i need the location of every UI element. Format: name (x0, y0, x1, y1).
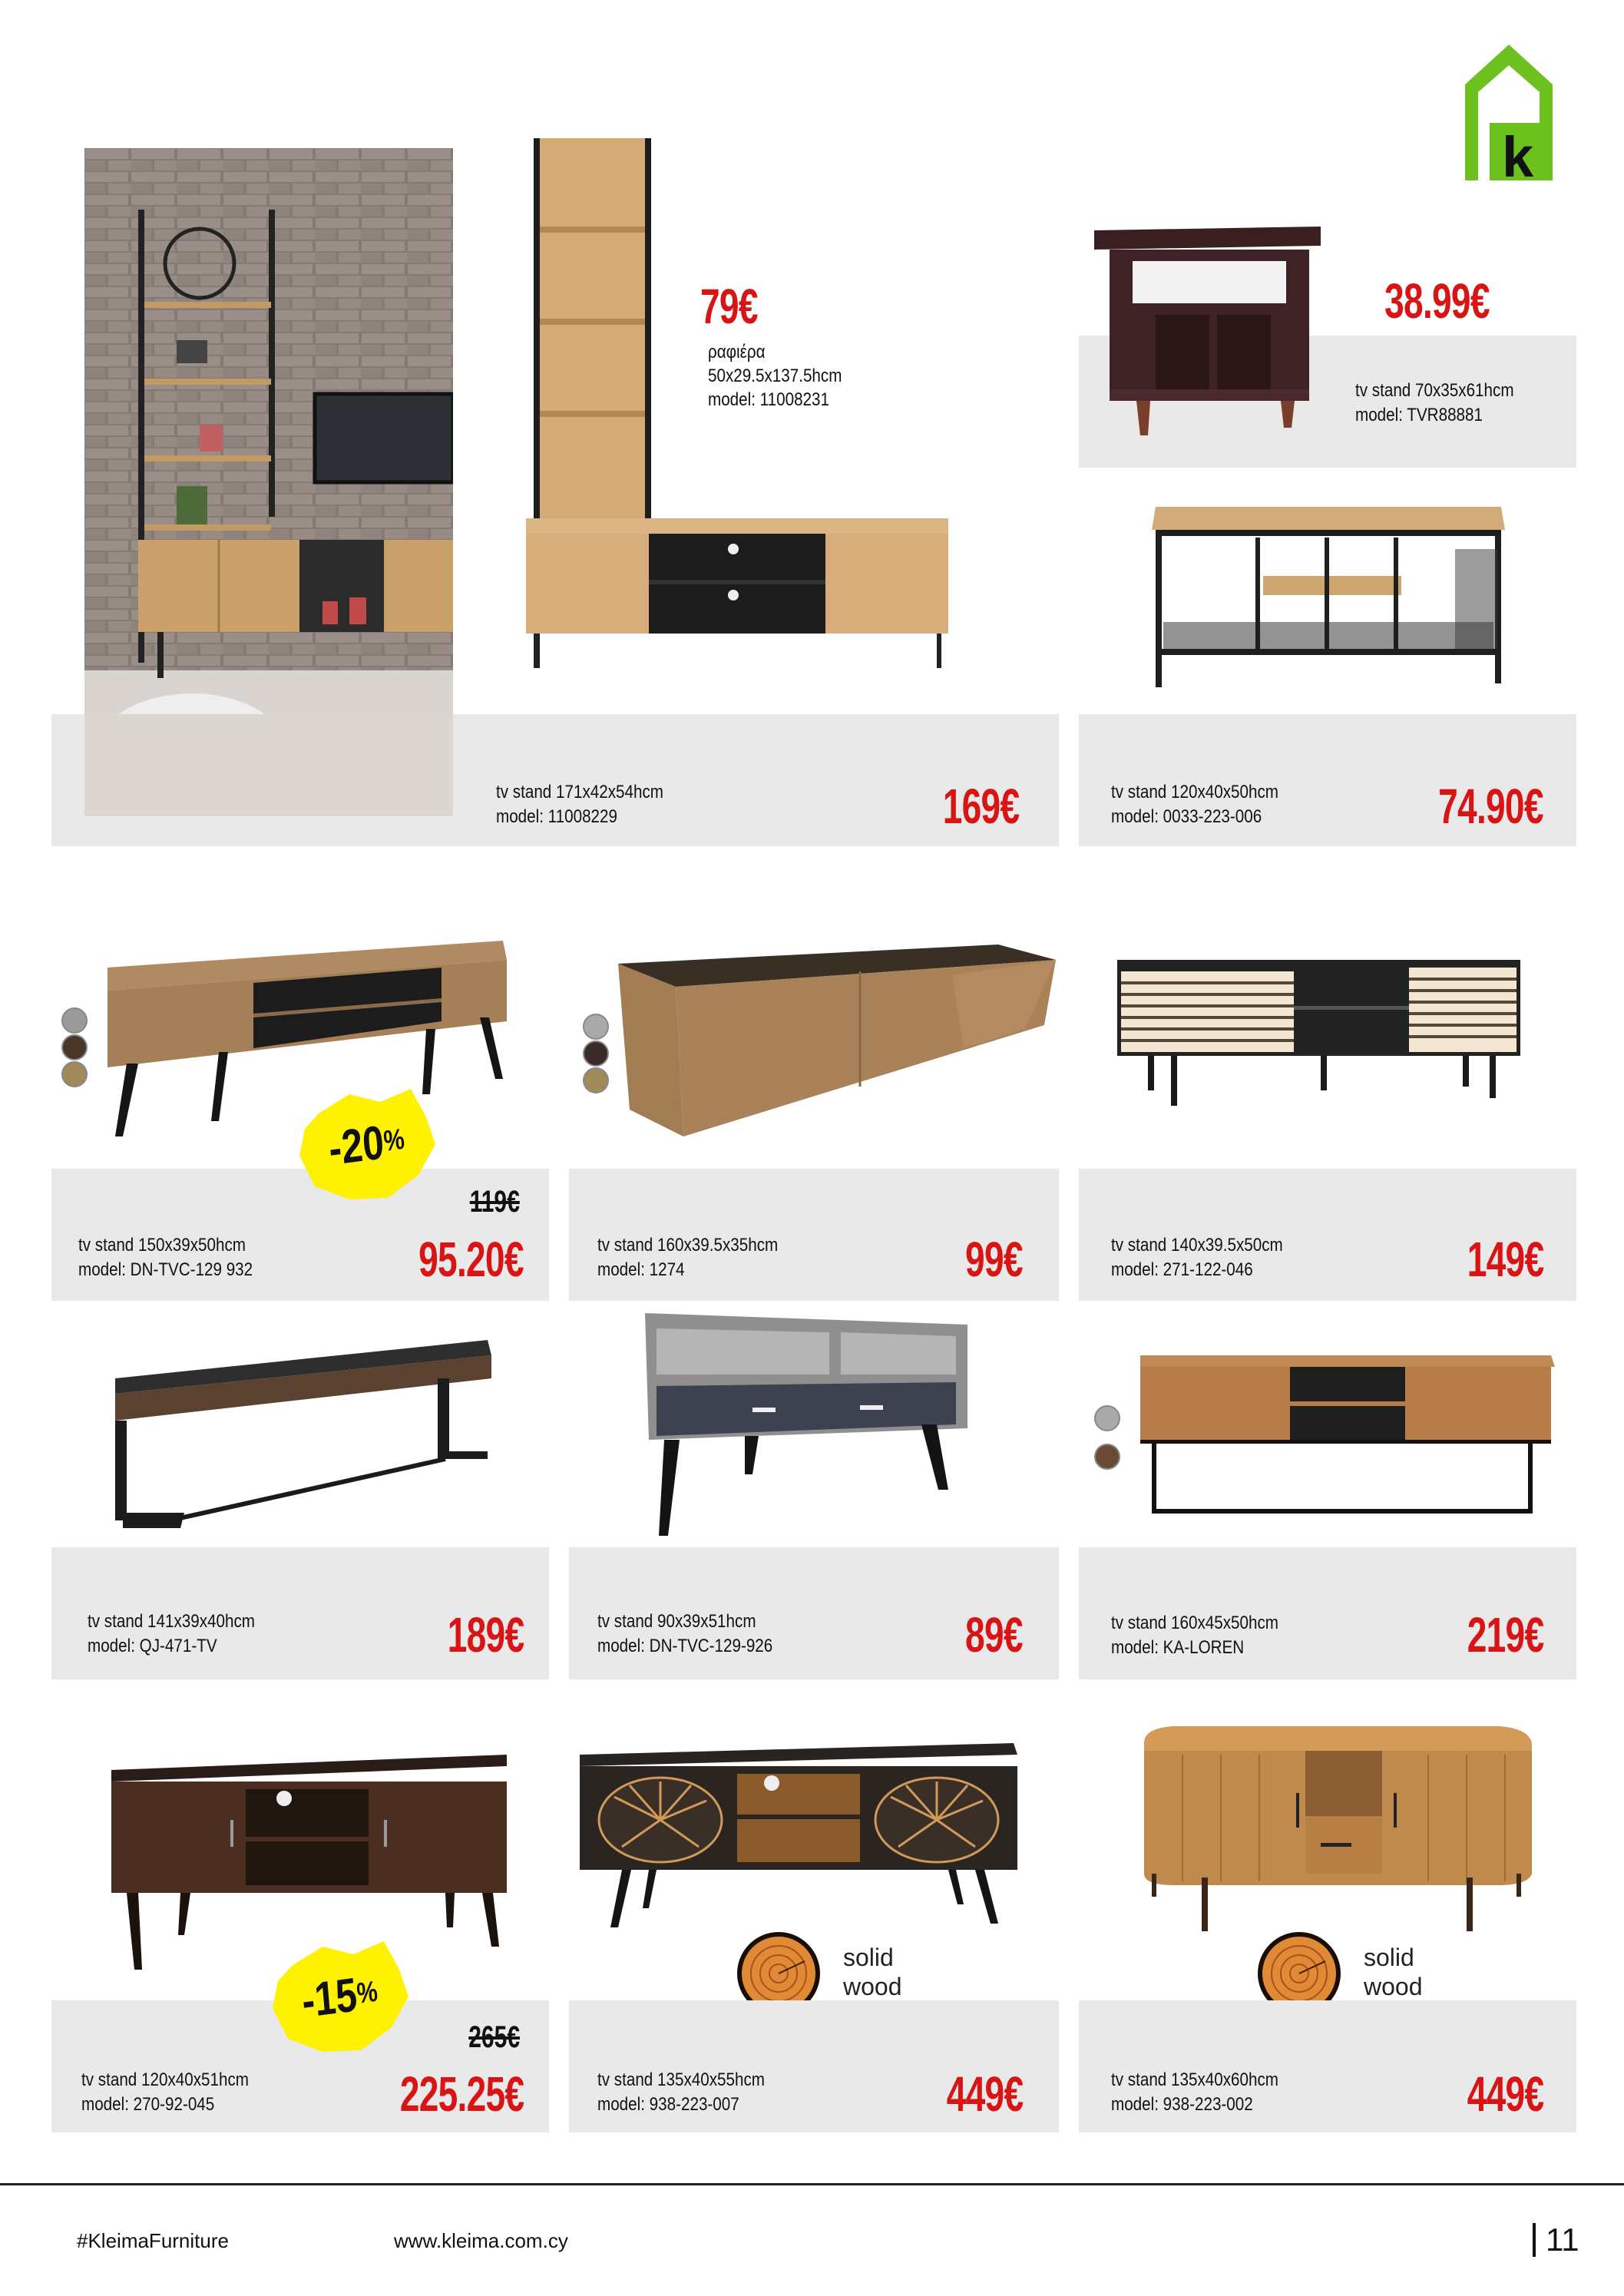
color-swatch-dark-brown[interactable] (583, 1040, 609, 1067)
product-model-qj-471-tv: model: QJ-471-TV (88, 1636, 217, 1656)
product-dimensions-271-122-046: tv stand 140x39.5x50cm (1111, 1235, 1283, 1256)
solid-wood-label (1364, 1943, 1423, 2001)
product-description-271-122-046 (1111, 1233, 1283, 1282)
color-swatch-grey[interactable] (583, 1014, 609, 1040)
product-description-0033-223-006 (1111, 780, 1278, 829)
product-dimensions-dn-tvc-129-932: tv stand 150x39x50hcm (78, 1235, 246, 1256)
product-model-938-223-007: model: 938-223-007 (597, 2094, 739, 2115)
product-dimensions-dn-tvc-129-926: tv stand 90x39x51hcm (597, 1611, 756, 1632)
product-model-270-92-045: model: 270-92-045 (81, 2094, 215, 2115)
product-model-938-223-002: model: 938-223-002 (1111, 2094, 1253, 2115)
footer-website-link[interactable]: www.kleima.com.cy (394, 2229, 568, 2252)
product-description-ka-loren (1111, 1611, 1278, 1660)
product-price-dn-tvc-129-932: 95.20€ (418, 1232, 524, 1287)
product-price-938-223-007: 449€ (946, 2066, 1023, 2122)
color-swatch-grey[interactable] (61, 1007, 88, 1034)
solid-wood-label (843, 1943, 902, 2001)
shelf-price: 79€ (700, 279, 758, 334)
page-number-divider (1533, 2223, 1536, 2257)
color-swatch-walnut[interactable] (1094, 1444, 1120, 1470)
product-price-qj-471-tv: 189€ (447, 1607, 524, 1662)
old-price-dn-tvc-129-932: 119€ (469, 1185, 520, 1219)
product-image-dn-tvc-129-926 (637, 1309, 975, 1540)
discount-value: -15 (299, 1967, 359, 2028)
featured-stand-price: 169€ (942, 779, 1019, 834)
product-price-270-92-045: 225.25€ (399, 2066, 524, 2122)
discount-badge-15 (269, 1935, 411, 2058)
product-model-dn-tvc-129-926: model: DN-TVC-129-926 (597, 1636, 773, 1656)
footer-divider (0, 2183, 1624, 2185)
product-description-1274 (597, 1233, 778, 1282)
solid-wood-label-line2: wood (843, 1973, 902, 2000)
solid-wood-label-line2: wood (1364, 1973, 1423, 2000)
product-dimensions-ka-loren: tv stand 160x45x50hcm (1111, 1613, 1279, 1633)
product-price-271-122-046: 149€ (1467, 1232, 1543, 1287)
product-dimensions-tvr88881: tv stand 70x35x61hcm (1355, 380, 1514, 401)
product-description-dn-tvc-129-926 (597, 1610, 772, 1659)
product-model-tvr88881: model: TVR88881 (1355, 405, 1483, 425)
featured-stand-model: model: 11008229 (496, 806, 617, 827)
shelf-model: model: 11008231 (708, 389, 829, 410)
product-price-938-223-002: 449€ (1467, 2066, 1543, 2122)
discount-text (278, 1928, 402, 2065)
product-image-1274 (614, 941, 1060, 1148)
product-model-dn-tvc-129-932: model: DN-TVC-129 932 (78, 1259, 253, 1280)
solid-wood-label-line1: solid (1364, 1944, 1414, 1971)
color-swatch-grey[interactable] (1094, 1405, 1120, 1431)
logo-letter: k (1502, 125, 1534, 184)
product-model-1274: model: 1274 (597, 1259, 685, 1280)
featured-stand-dimensions: tv stand 171x42x54hcm (496, 782, 664, 802)
product-price-dn-tvc-129-926: 89€ (965, 1607, 1023, 1662)
product-dimensions-0033-223-006: tv stand 120x40x50hcm (1111, 782, 1279, 802)
product-price-1274: 99€ (965, 1232, 1023, 1287)
discount-unit: % (355, 1975, 379, 2010)
product-description-qj-471-tv (88, 1610, 255, 1659)
discount-text (305, 1076, 428, 1213)
product-dimensions-qj-471-tv: tv stand 141x39x40hcm (88, 1611, 256, 1632)
solid-wood-label-line1: solid (843, 1944, 894, 1971)
product-description-270-92-045 (81, 2068, 249, 2117)
product-dimensions-1274: tv stand 160x39.5x35hcm (597, 1235, 779, 1256)
product-model-ka-loren: model: KA-LOREN (1111, 1637, 1245, 1658)
footer-hashtag[interactable]: #KleimaFurniture (77, 2229, 229, 2252)
shelf-description (708, 340, 842, 412)
product-description-dn-tvc-129-932 (78, 1233, 253, 1282)
color-swatch-oak[interactable] (61, 1061, 88, 1087)
color-swatch-oak[interactable] (583, 1067, 609, 1093)
brand-logo (1459, 38, 1559, 184)
product-price-0033-223-006: 74.90€ (1438, 779, 1543, 834)
page-number: 11 (1546, 2222, 1579, 2258)
product-image-938-223-007 (576, 1739, 1021, 1931)
color-swatch-dark-brown[interactable] (61, 1034, 88, 1060)
product-description-938-223-007 (597, 2068, 765, 2117)
room-photo-overlap (84, 714, 453, 816)
product-image-271-122-046 (1113, 952, 1524, 1144)
product-image-ka-loren (1136, 1351, 1555, 1520)
product-dimensions-270-92-045: tv stand 120x40x51hcm (81, 2069, 250, 2090)
shelf-type: ραφιέρα (708, 342, 766, 362)
product-price-tvr88881: 38.99€ (1384, 273, 1490, 329)
discount-value: -20 (326, 1115, 386, 1176)
product-dimensions-938-223-002: tv stand 135x40x60hcm (1111, 2069, 1279, 2090)
featured-stand-description (496, 780, 663, 829)
product-image-tvr88881-front (1090, 336, 1328, 439)
product-dimensions-938-223-007: tv stand 135x40x55hcm (597, 2069, 766, 2090)
product-image-0033-223-006 (1148, 503, 1509, 695)
shelf-dimensions: 50x29.5x137.5hcm (708, 366, 842, 386)
discount-badge-20 (296, 1083, 438, 1206)
discount-unit: % (382, 1123, 406, 1158)
product-description-938-223-002 (1111, 2068, 1278, 2117)
product-model-271-122-046: model: 271-122-046 (1111, 1259, 1253, 1280)
old-price-270-92-045: 265€ (468, 2020, 520, 2054)
product-image-qj-471-tv (107, 1336, 495, 1536)
product-image-938-223-002 (1129, 1720, 1543, 1935)
product-model-0033-223-006: model: 0033-223-006 (1111, 806, 1262, 827)
product-description-tvr88881 (1355, 379, 1514, 428)
product-price-ka-loren: 219€ (1467, 1607, 1543, 1662)
